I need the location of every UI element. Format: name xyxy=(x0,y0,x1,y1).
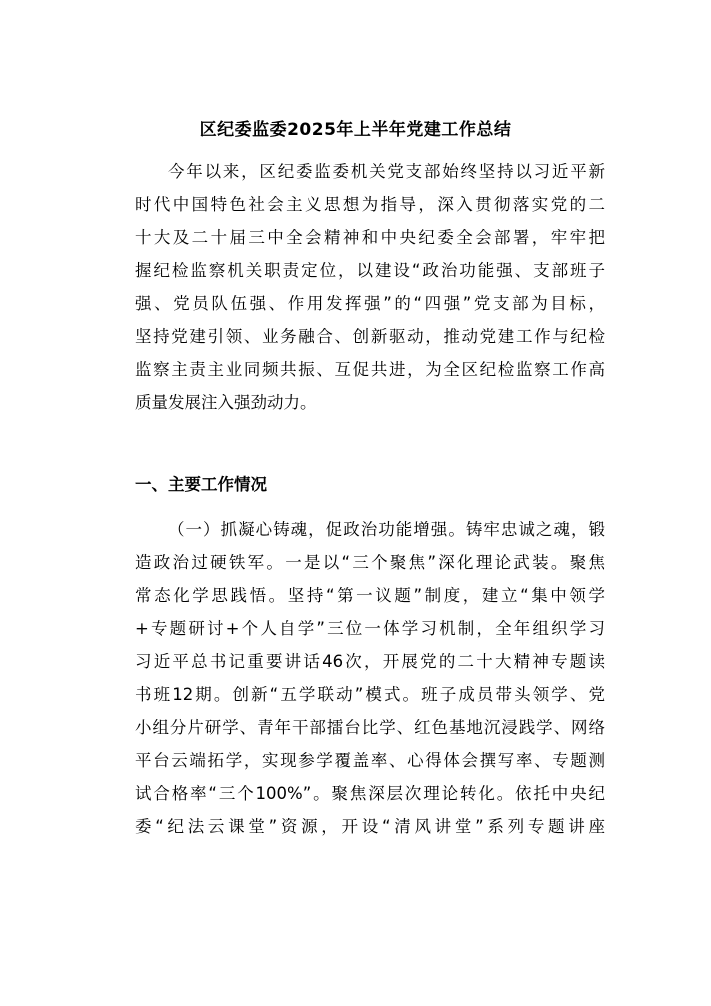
paragraph-line: 质量发展注入强劲动力。 xyxy=(135,393,317,412)
paragraph-line: 握纪检监察机关职责定位，以建设“政治功能强、支部班子 xyxy=(135,261,605,280)
paragraph-line: 试合格率“三个100%”。聚焦深层次理论转化。依托中央纪 xyxy=(135,784,605,803)
paragraph-line: 十大及二十届三中全会精神和中央纪委全会部署，牢牢把 xyxy=(135,228,605,247)
paragraph-line: 常态化学思践悟。坚持“第一议题”制度，建立“集中领学 xyxy=(135,586,605,605)
paragraph-line: （一）抓凝心铸魂，促政治功能增强。铸牢忠诚之魂，锻 xyxy=(168,520,605,539)
paragraph-line: 习近平总书记重要讲话46次，开展党的二十大精神专题读 xyxy=(135,652,605,671)
paragraph-line: 今年以来，区纪委监委机关党支部始终坚持以习近平新 xyxy=(168,162,605,181)
paragraph-line: 时代中国特色社会主义思想为指导，深入贯彻落实党的二 xyxy=(135,195,605,214)
paragraph-line: 小组分片研学、青年干部擂台比学、红色基地沉浸践学、网络 xyxy=(135,718,605,737)
document-title: 区纪委监委2025年上半年党建工作总结 xyxy=(199,120,512,140)
paragraph-line: +专题研讨+个人自学”三位一体学习机制，全年组织学习 xyxy=(135,619,605,638)
paragraph-line: 书班12期。创新“五学联动”模式。班子成员带头领学、党 xyxy=(135,685,605,704)
paragraph-line: 造政治过硬铁军。一是以“三个聚焦”深化理论武装。聚焦 xyxy=(135,553,605,572)
paragraph-line: 坚持党建引领、业务融合、创新驱动，推动党建工作与纪检 xyxy=(135,327,605,346)
section-paragraph xyxy=(135,513,605,843)
paragraph-line: 委“纪法云课堂”资源，开设“清风讲堂”系列专题讲座 xyxy=(135,817,605,836)
intro-paragraph xyxy=(135,155,605,419)
paragraph-line: 强、党员队伍强、作用发挥强”的“四强”党支部为目标， xyxy=(135,294,605,313)
paragraph-line: 监察主责主业同频共振、互促共进，为全区纪检监察工作高 xyxy=(135,360,605,379)
paragraph-line: 平台云端拓学，实现参学覆盖率、心得体会撰写率、专题测 xyxy=(135,751,605,770)
section-heading: 一、主要工作情况 xyxy=(135,475,267,494)
